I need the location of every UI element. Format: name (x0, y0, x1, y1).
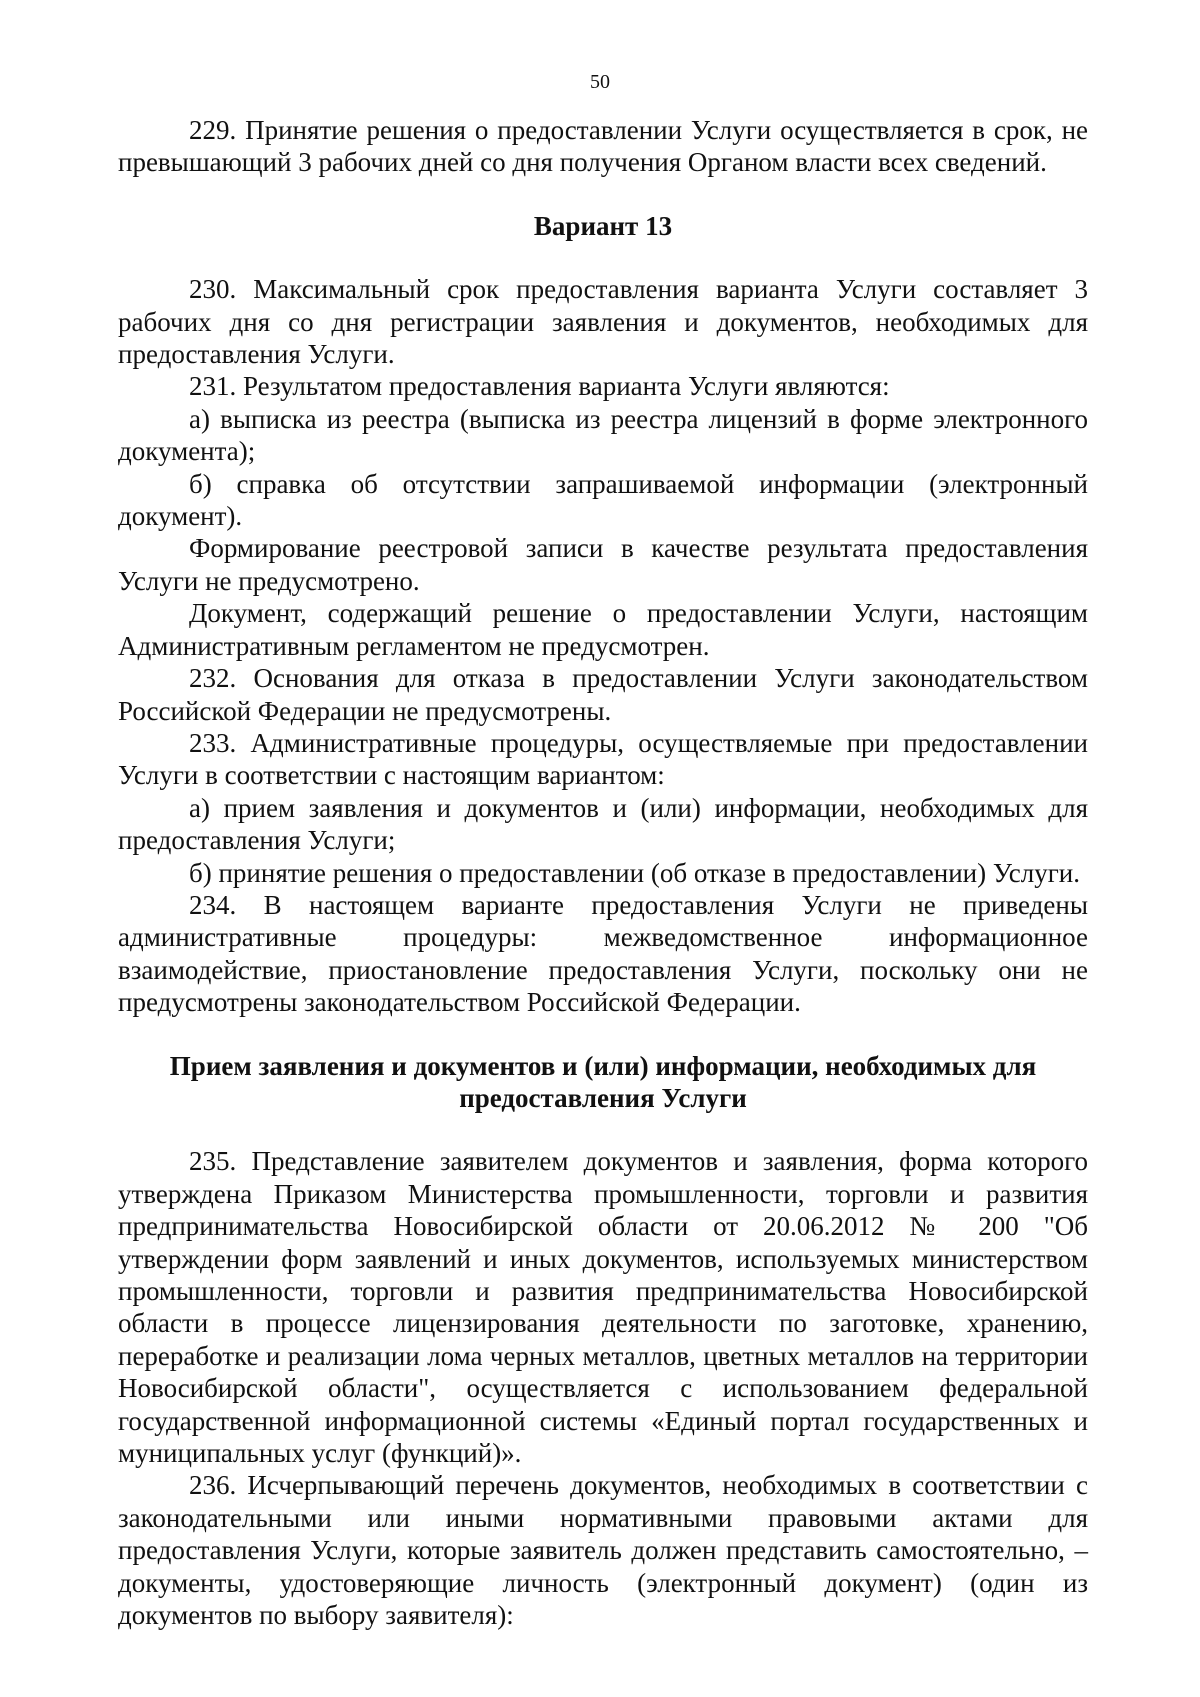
document-body (118, 114, 1088, 1631)
section-heading (118, 1050, 1088, 1115)
paragraph-233-item-b: б) принятие решения о предоставлении (об отказе в предоставлении) Услуги. (189, 857, 1080, 888)
paragraph-231-item-b: б) справка об отсутствии запрашиваемой информации (электронный документ). (118, 468, 1088, 532)
paragraph-229: 229. Принятие решения о предоставлении Услуги осуществляется в срок, не превышающий 3 рабочих дней со дня получения Органом власти всех сведений. (118, 115, 1088, 178)
paragraph-233: 233. Административные процедуры, осуществляемые при предоставлении Услуги в соответствии с настоящим вариантом: (118, 727, 1088, 791)
paragraph-236: 236. Исчерпывающий перечень документов, необходимых в соответствии с законодательными или иными нормативными правовыми актами для предоставления Услуги, которые заявитель должен представить самостоятельно, – документы, удостоверяющие личность (электронный документ) (один из документов по выбору заявителя): (118, 1470, 1088, 1631)
section-heading-line-1: Прием заявления и документов и (или) информации, необходимых для (169, 1050, 1037, 1081)
paragraph-233-item-a: а) прием заявления и документов и (или) информации, необходимых для предоставления Услуги; (118, 792, 1088, 856)
paragraph-decision-document: Документ, содержащий решение о предоставлении Услуги, настоящим Административным регламентом не предусмотрен. (118, 598, 1088, 661)
paragraph-231-item-a: а) выписка из реестра (выписка из реестра лицензий в форме электронного документа); (118, 403, 1088, 467)
page-number: 50 (590, 71, 610, 93)
paragraph-231: 231. Результатом предоставления варианта Услуги являются: (189, 371, 890, 402)
paragraph-235: 235. Представление заявителем документов и заявления, форма которого утверждена Приказом Министерства промышленности, торговли и развития предпринимательства Новосибирской области от 20.06.2012 № 200 "Об утверждении форм заявлений и иных документов, используемых министерством промышленности, торговли и развития предпринимательства Новосибирской области в процессе лицензирования деятельности по заготовке, хранению, переработке и реализации лома черных металлов, цветных металлов на территории Новосибирской области", осуществляется с использованием федеральной государственной информационной системы «Единый портал государственных и муниципальных услуг (функций)». (118, 1146, 1088, 1469)
paragraph-230: 230. Максимальный срок предоставления варианта Услуги составляет 3 рабочих дня со дня регистрации заявления и документов, необходимых для предоставления Услуги. (118, 274, 1088, 370)
paragraph-234: 234. В настоящем варианте предоставления Услуги не приведены административные процедуры: межведомственное информационное взаимодействие, приостановление предоставления Услуги, поскольку они не предусмотрены законодательством Российской Федерации. (118, 889, 1088, 1018)
variant-heading: Вариант 13 (533, 210, 673, 241)
paragraph-registry-record: Формирование реестровой записи в качестве результата предоставления Услуги не предусмотрено. (118, 533, 1088, 596)
section-heading-line-2: предоставления Услуги (459, 1082, 747, 1113)
paragraph-232: 232. Основания для отказа в предоставлении Услуги законодательством Российской Федерации не предусмотрены. (118, 663, 1088, 726)
